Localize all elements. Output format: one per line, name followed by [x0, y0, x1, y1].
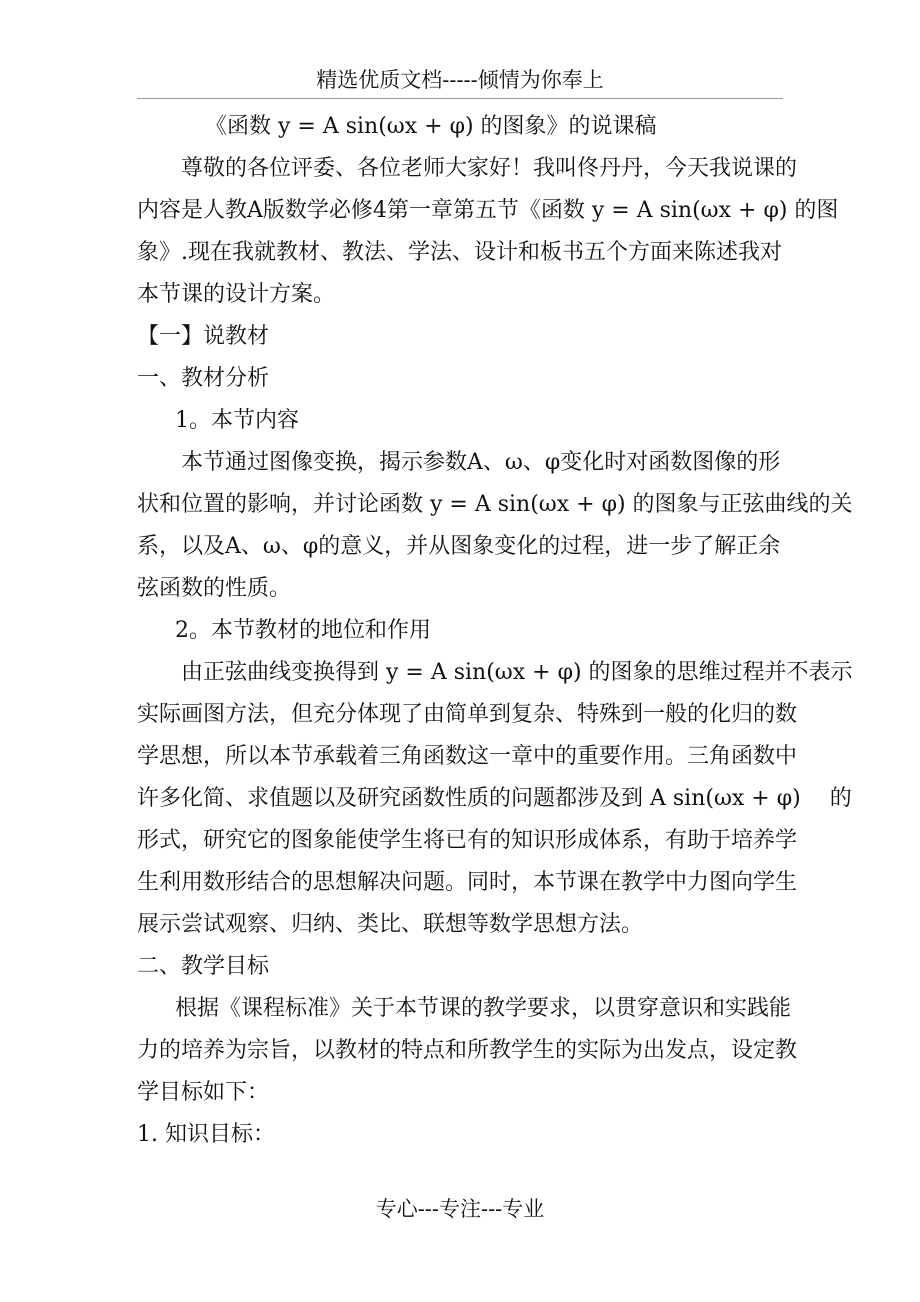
item-heading-2: 2。本节教材的地位和作用	[175, 618, 431, 643]
content-line-3: 系，以及A、ω、φ的意义，并从图象变化的过程，进一步了解正余	[137, 534, 781, 559]
intro-line-3: 象》.现在我就教材、教法、学法、设计和板书五个方面来陈述我对	[137, 240, 782, 265]
role-line-6: 生利用数形结合的思想解决问题。同时，本节课在教学中力图向学生	[137, 870, 798, 895]
subsection-heading-2: 二、教学目标	[137, 954, 270, 979]
item-heading-1: 1。本节内容	[175, 408, 299, 433]
role-line-1: 由正弦曲线变换得到 y = A sin(ωx + φ) 的图象的思维过程并不表示	[181, 660, 853, 685]
role-line-5: 形式，研究它的图象能使学生将已有的知识形成体系，有助于培养学	[137, 828, 798, 853]
intro-line-4: 本节课的设计方案。	[137, 282, 336, 307]
intro-line-1: 尊敬的各位评委、各位老师大家好！我叫佟丹丹，今天我说课的	[181, 156, 798, 181]
role-line-4: 许多化简、求值题以及研究函数性质的问题都涉及到 A sin(ωx + φ) 的	[137, 786, 852, 811]
role-line-2: 实际画图方法，但充分体现了由简单到复杂、特殊到一般的化归的数	[137, 702, 798, 727]
subsection-heading-1: 一、教材分析	[137, 366, 270, 391]
content-line-1: 本节通过图像变换，揭示参数A、ω、φ变化时对函数图像的形	[181, 450, 781, 475]
section-heading: 【一】说教材	[137, 324, 270, 349]
goal-line-2: 力的培养为宗旨，以教材的特点和所教学生的实际为出发点，设定教	[137, 1038, 798, 1063]
page-header: 精选优质文档-----倾情为你奉上	[137, 62, 783, 99]
content-line-2: 状和位置的影响，并讨论函数 y = A sin(ωx + φ) 的图象与正弦曲线的关	[137, 492, 853, 517]
page-footer: 专心---专注---专业	[375, 1197, 545, 1221]
knowledge-goal-heading: 1. 知识目标：	[137, 1122, 275, 1147]
intro-line-2: 内容是人教A版数学必修4第一章第五节《函数 y = A sin(ωx + φ) 的图	[137, 198, 839, 223]
role-line-7: 展示尝试观察、归纳、类比、联想等数学思想方法。	[137, 912, 644, 937]
content-line-4: 弦函数的性质。	[137, 576, 292, 601]
goal-line-3: 学目标如下：	[137, 1080, 270, 1105]
goal-line-1: 根据《课程标准》关于本节课的教学要求，以贯穿意识和实践能	[175, 996, 792, 1021]
document-body	[137, 106, 853, 1156]
role-line-3: 学思想，所以本节承载着三角函数这一章中的重要作用。三角函数中	[137, 744, 798, 769]
document-title: 《函数 y = A sin(ωx + φ) 的图象》的说课稿	[205, 114, 657, 139]
